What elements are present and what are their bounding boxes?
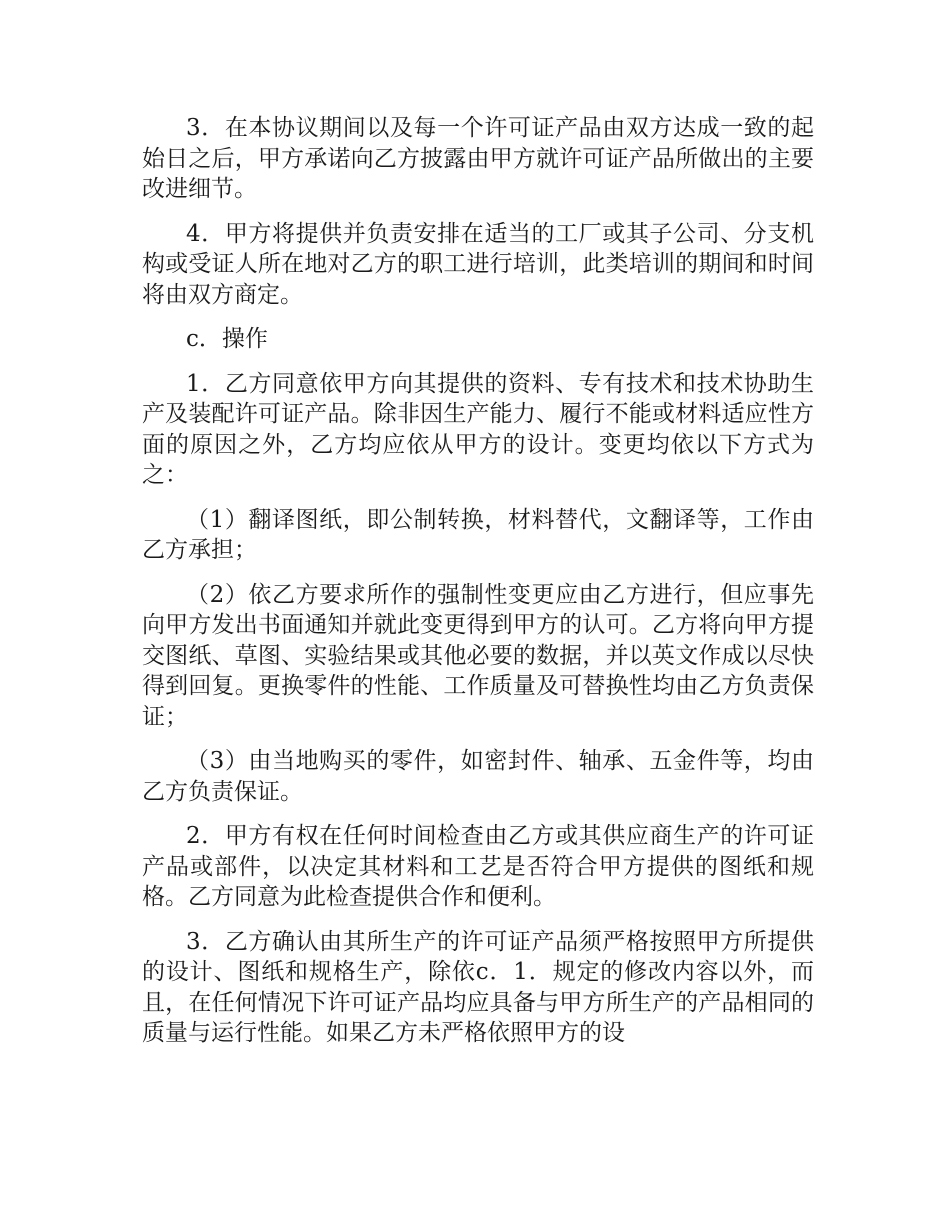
paragraph-item-2-mandatory-changes: （2）依乙方要求所作的强制性变更应由乙方进行，但应事先向甲方发出书面通知并就此变更得到甲方的认可。乙方将向甲方提交图纸、草图、实验结果或其他必要的数据，并以英文作成以尽快得到回复。更换零件的性能、工作质量及可替换性均由乙方负责保证； [142,581,814,730]
paragraph-training: 4．甲方将提供并负责安排在适当的工厂或其子公司、分支机构或受证人所在地对乙方的职工进行培训，此类培训的期间和时间将由双方商定。 [142,220,814,308]
document-page [142,113,814,1063]
section-heading-operation: c．操作 [186,326,268,352]
paragraph-item-3-local-parts: （3）由当地购买的零件，如密封件、轴承、五金件等，均由乙方负责保证。 [142,748,814,805]
paragraph-item-1-translation: （1）翻译图纸，即公制转换，材料替代，文翻译等，工作由乙方承担； [142,506,814,563]
paragraph-quality-compliance: 3．乙方确认由其所生产的许可证产品须严格按照甲方所提供的设计、图纸和规格生产，除依c．1．规定的修改内容以外，而且，在任何情况下许可证产品均应具备与甲方所生产的产品相同的质量与运行性能。如果乙方未严格依照甲方的设 [142,928,814,1046]
paragraph-disclosure-improvements: 3．在本协议期间以及每一个许可证产品由双方达成一致的起始日之后，甲方承诺向乙方披露由甲方就许可证产品所做出的主要改进细节。 [142,115,814,202]
paragraph-inspection-rights: 2．甲方有权在任何时间检查由乙方或其供应商生产的许可证产品或部件，以决定其材料和工艺是否符合甲方提供的图纸和规格。乙方同意为此检查提供合作和便利。 [142,823,814,910]
paragraph-production-assembly: 1．乙方同意依甲方向其提供的资料、专有技术和技术协助生产及装配许可证产品。除非因生产能力、履行不能或材料适应性方面的原因之外，乙方均应依从甲方的设计。变更均依以下方式为之： [142,370,814,488]
